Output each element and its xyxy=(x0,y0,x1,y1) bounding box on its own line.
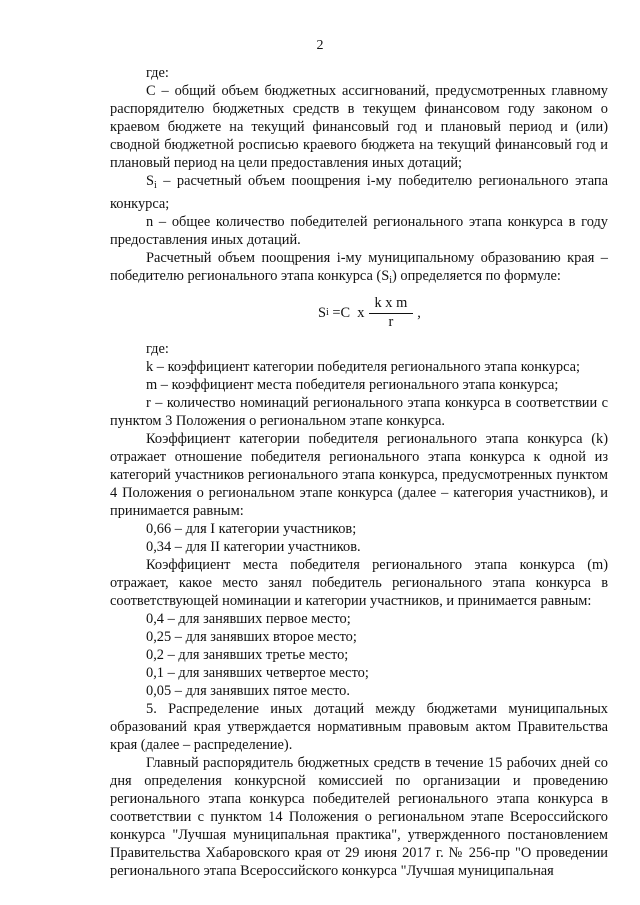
si-definition-text: – расчетный объем поощрения i-му победителю регионального этапа конкурса; xyxy=(110,173,608,212)
formula-numerator: k x m xyxy=(369,295,414,314)
document-body xyxy=(110,64,608,880)
list-item-034: 0,34 – для II категории участников. xyxy=(146,539,361,555)
paragraph-k-coefficient: Коэффициент категории победителя регионального этапа конкурса (k) отражает отношение победителя регионального этапа конкурса к одной из категорий участников регионального этапа конкурса, предусмотренных пунктом 4 Положения о региональном этапе конкурса (далее – категория участников), и принимается равным: xyxy=(110,431,608,519)
list-item-04: 0,4 – для занявших первое место; xyxy=(146,611,351,627)
list-item-066: 0,66 – для I категории участников; xyxy=(146,521,357,537)
formula-tail: , xyxy=(417,305,421,321)
paragraph-calculation-intro xyxy=(110,249,608,290)
list-item-005: 0,05 – для занявших пятое место. xyxy=(146,683,350,699)
formula-block xyxy=(110,294,608,332)
calc-intro-subscript: i xyxy=(389,275,393,286)
list-item-02: 0,2 – для занявших третье место; xyxy=(146,647,349,663)
paragraph-r-definition: r – количество номинаций регионального этапа конкурса в соответствии с пунктом 3 Положения о региональном этапе конкурса. xyxy=(110,395,608,429)
formula-lhs-subscript: i xyxy=(326,307,329,318)
formula-eq: =C x xyxy=(328,305,365,321)
formula-fraction xyxy=(369,295,414,331)
paragraph-5-distribution: 5. Распределение иных дотаций между бюджетами муниципальных образований края утверждается нормативным правовым актом Правительства края (далее – распределение). xyxy=(110,701,608,753)
formula-denominator: r xyxy=(388,314,394,330)
si-subscript: i xyxy=(154,180,157,191)
formula xyxy=(318,294,421,332)
paragraph-m-coefficient: Коэффициент места победителя регионального этапа конкурса (m) отражает, какое место занял победитель регионального этапа конкурса в соответствующей номинации и категории участников, и принимается равным: xyxy=(110,557,608,609)
calc-intro-text: Расчетный объем поощрения i-му муниципальному образованию края – победителю регионального этапа конкурса (S xyxy=(110,250,608,284)
paragraph-main-distributor: Главный распорядитель бюджетных средств в течение 15 рабочих дней со дня определения конкурсной комиссией по организации и проведению регионального этапа конкурса победителей регионального этапа конкурса в соответствии с пунктом 14 Положения о региональном этапе Всероссийского конкурса "Лучшая муниципальная практика", утвержденного постановлением Правительства Хабаровского края от 29 июня 2017 г. № 256-пр "О проведении регионального этапа Всероссийского конкурса "Лучшая муниципальная xyxy=(110,755,608,879)
paragraph-c-definition: С – общий объем бюджетных ассигнований, предусмотренных главному распорядителю бюджетных средств в текущем финансовом году законом о краевом бюджете на текущий финансовый год и плановый период и (или) сводной бюджетной росписью краевого бюджета на текущий финансовый год и плановый период на цели предоставления иных дотаций; xyxy=(110,83,608,171)
page-number: 2 xyxy=(316,38,324,53)
list-item-025: 0,25 – для занявших второе место; xyxy=(146,629,357,645)
where-label-1: где: xyxy=(146,65,169,81)
formula-lhs: S xyxy=(318,305,327,321)
list-item-01: 0,1 – для занявших четвертое место; xyxy=(146,665,369,681)
where-label-2: где: xyxy=(146,341,169,357)
paragraph-k-definition: k – коэффициент категории победителя регионального этапа конкурса; xyxy=(146,359,581,375)
paragraph-si-definition xyxy=(110,172,608,213)
paragraph-n-definition: n – общее количество победителей регионального этапа конкурса в году предоставления иных дотаций. xyxy=(110,214,608,248)
si-symbol: S xyxy=(146,173,155,189)
calc-intro-tail: ) определяется по формуле: xyxy=(392,268,561,284)
paragraph-m-definition: m – коэффициент места победителя регионального этапа конкурса; xyxy=(146,377,559,393)
